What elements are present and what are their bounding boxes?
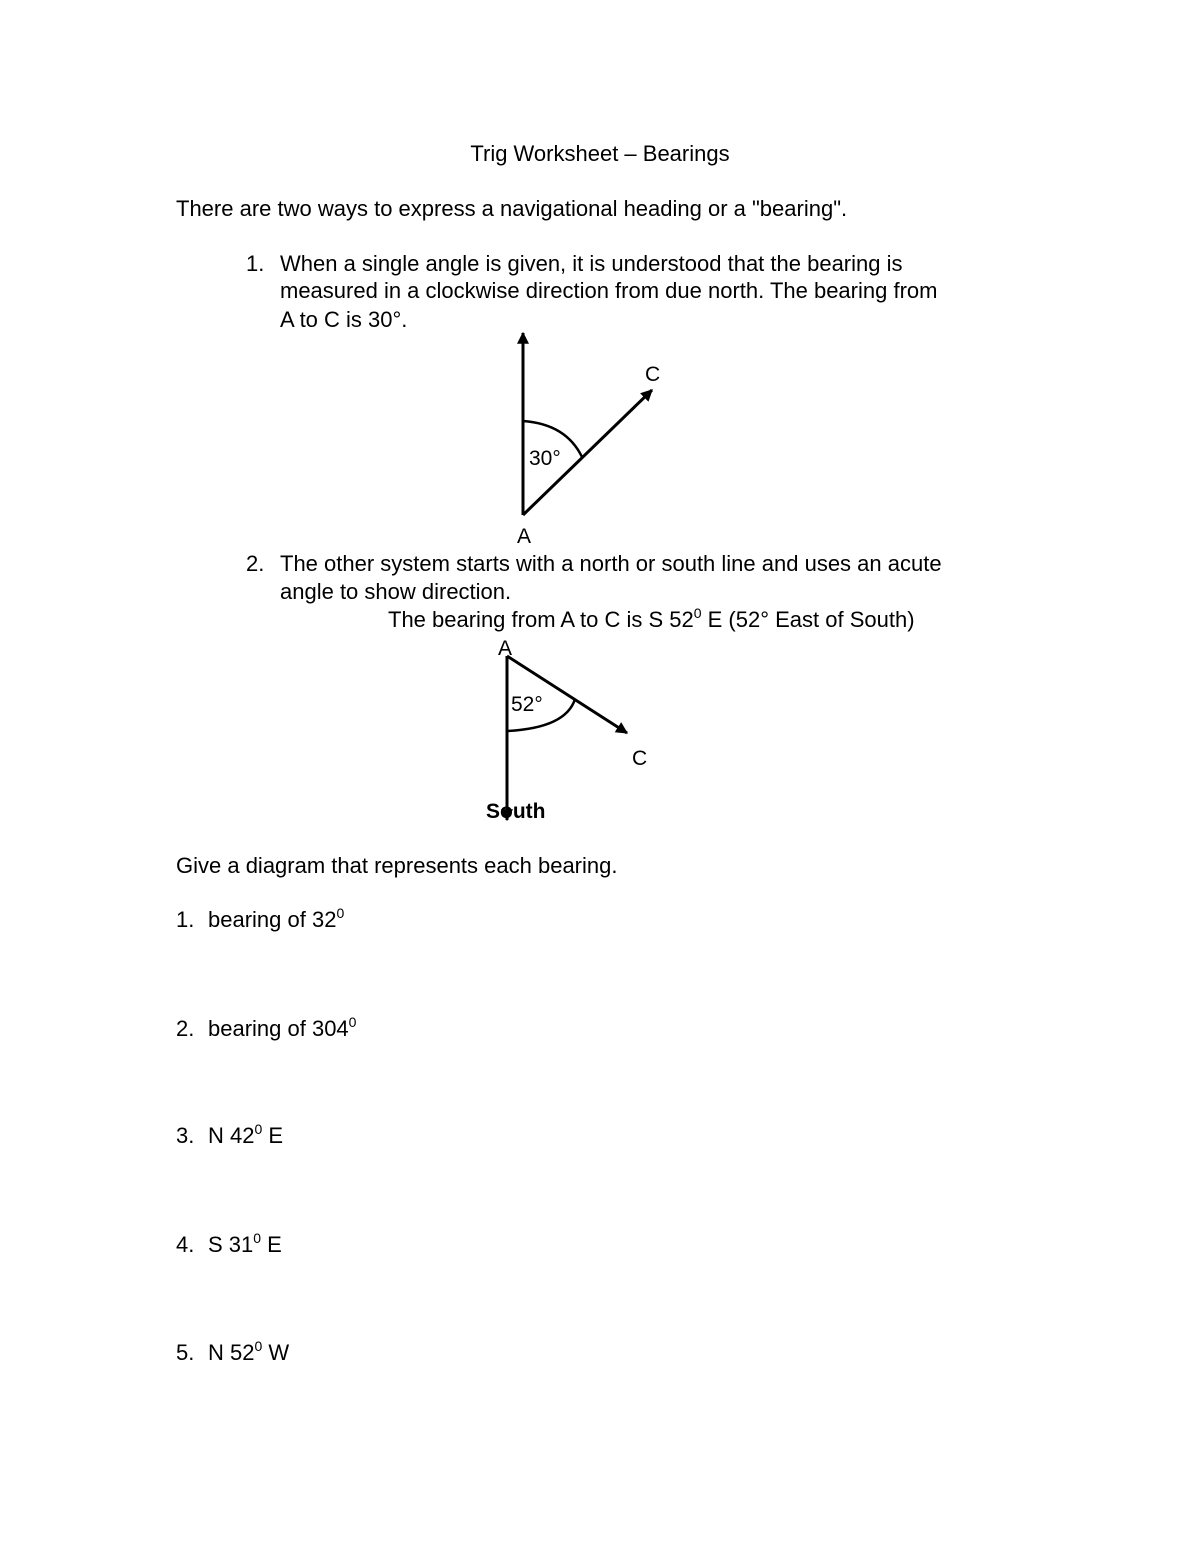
- exercise-2-text: bearing of $304^0$: [208, 1014, 357, 1041]
- diagram-2-point-c: C: [632, 747, 648, 770]
- exercise-3-text: N $42^0$ E: [208, 1121, 284, 1148]
- method-2-line-1: The other system starts with a north or south line and uses an acute: [280, 551, 942, 576]
- method-2-bearing-text: The bearing from A to C is S $52^0$ E (52° East of South): [388, 605, 915, 632]
- exercise-3-number: 3.: [176, 1123, 195, 1148]
- diagram-2-south-label: South: [486, 800, 546, 823]
- method-2-line-2: angle to show direction.: [280, 579, 512, 604]
- exercise-1-text: bearing of $32^0$: [208, 905, 345, 932]
- method-1-line-2: measured in a clockwise direction from due north. The bearing from: [280, 278, 938, 303]
- page-title: Trig Worksheet – Bearings: [470, 141, 730, 166]
- method-2-number: 2.: [246, 551, 265, 576]
- exercise-4-number: 4.: [176, 1232, 195, 1257]
- method-1-line-3: A to C is 30°.: [280, 307, 408, 332]
- method-1-line-1: When a single angle is given, it is understood that the bearing is: [280, 251, 903, 276]
- exercise-2-number: 2.: [176, 1016, 195, 1041]
- method-1-number: 1.: [246, 251, 265, 276]
- exercise-1-number: 1.: [176, 907, 195, 932]
- exercise-5-text: N $52^0$ W: [208, 1338, 290, 1365]
- exercise-4-text: S $31^0$ E: [208, 1230, 282, 1257]
- intro-text: There are two ways to express a navigational heading or a "bearing".: [176, 196, 848, 221]
- diagram-1-point-c: C: [645, 363, 661, 386]
- exercise-prompt: Give a diagram that represents each bearing.: [176, 853, 618, 878]
- diagram-1-point-a: A: [517, 525, 532, 548]
- diagram-2-angle-label: 52°: [511, 693, 543, 716]
- diagram-2-point-a: A: [498, 637, 513, 660]
- exercise-5-number: 5.: [176, 1340, 195, 1365]
- diagram-1-angle-label: 30°: [529, 447, 561, 470]
